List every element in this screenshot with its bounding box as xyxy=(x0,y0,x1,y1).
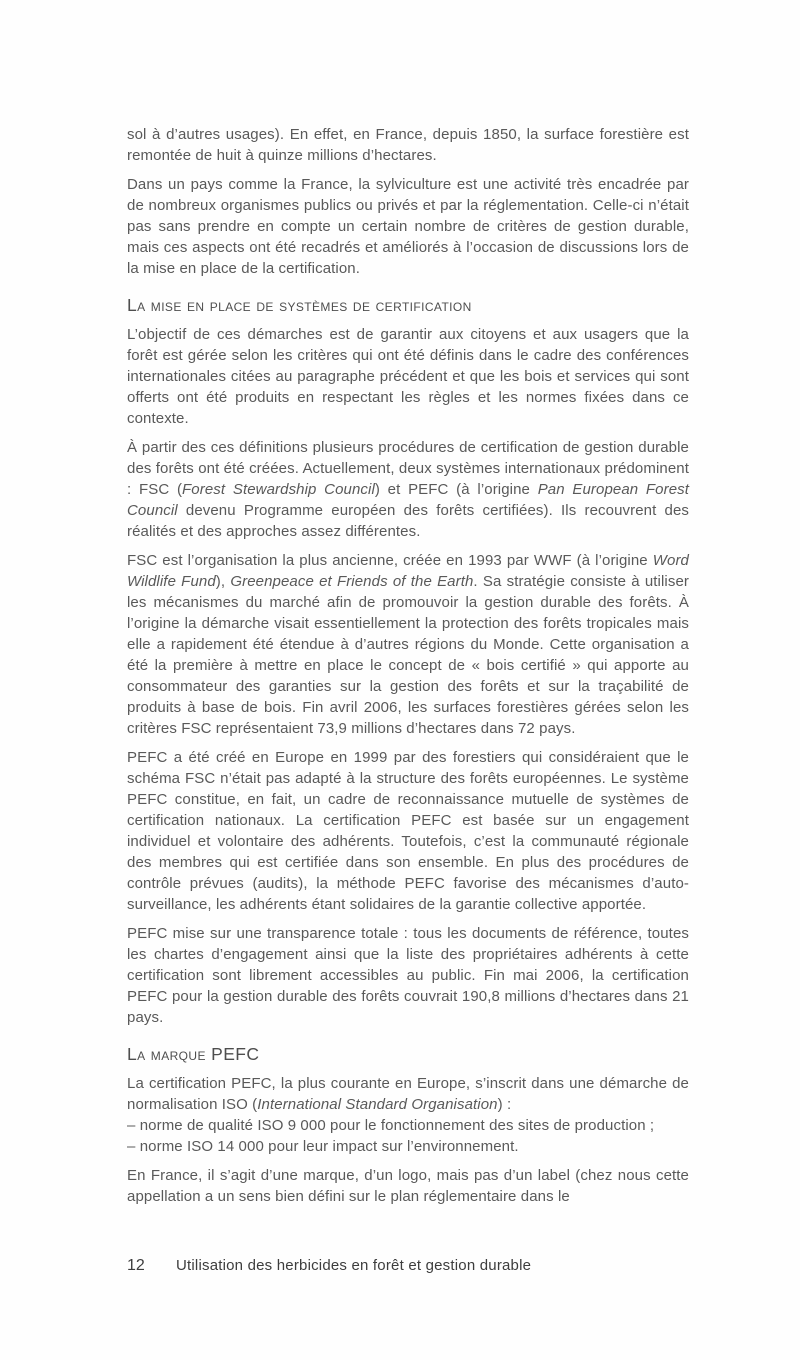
text-run: ), xyxy=(215,573,231,590)
text-run: ) et PEFC (à l’origine xyxy=(374,481,538,498)
italic-text-run: Pan European Forest Council xyxy=(127,481,690,519)
text-run: La certification PEFC, la plus courante en Europe, s’inscrit dans une démarche de normalisation ISO ( xyxy=(127,1075,689,1113)
paragraph xyxy=(127,747,689,915)
paragraph xyxy=(127,324,689,429)
footer xyxy=(127,1257,689,1275)
paragraph xyxy=(127,437,689,542)
text-run: PEFC a été créé en Europe en 1999 par des forestiers qui considéraient que le schéma FSC n’était pas adapté à la structure des forêts européennes. Le système PEFC constitue, en fait, un cadre de reconnaissance mutuelle de systèmes de certification nationaux. La certification PEFC est basée sur un engagement individuel et volontaire des adhérents. Toutefois, c’est la communauté régionale des membres qui est certifiée dans son ensemble. En plus des procédures de contrôle prévues (audits), la méthode PEFC favorise des mécanismes d’auto-surveillance, les adhérents étant solidaires de la garantie collective apportée. xyxy=(127,749,689,913)
list-item xyxy=(127,1136,689,1157)
italic-text-run: Forest Stewardship Council xyxy=(182,481,375,498)
paragraph xyxy=(127,1165,689,1207)
paragraph xyxy=(127,550,689,739)
text-run: L’objectif de ces démarches est de garantir aux citoyens et aux usagers que la forêt est gérée selon les critères qui ont été définis dans le cadre des conférences internationales citées au paragraphe précédent et que les bois et services qui sont offerts ont été produits en respectant les règles et les normes fixées dans ce contexte. xyxy=(127,326,689,427)
paragraph xyxy=(127,923,689,1028)
text-run: La mise en place de systèmes de certification xyxy=(127,295,472,315)
text-run: Dans un pays comme la France, la sylviculture est une activité très encadrée par de nombreux organismes publics ou privés et par la réglementation. Celle-ci n’était pas sans prendre en compte un certain nombre de critères de gestion durable, mais ces aspects ont été recadrés et améliorés à l’occasion de discussions lors de la mise en place de la certification. xyxy=(127,176,689,277)
section-heading xyxy=(127,1043,689,1066)
italic-text-run: Greenpeace et Friends of the Earth xyxy=(230,573,474,590)
italic-text-run: Word Wildlife Fund xyxy=(127,552,689,590)
text-run: En France, il s’agit d’une marque, d’un logo, mais pas d’un label (chez nous cette appellation a un sens bien défini sur le plan réglementaire dans le xyxy=(127,1167,689,1205)
italic-text-run: International Standard Organisation xyxy=(257,1096,498,1113)
content-column xyxy=(127,124,689,1215)
running-title: Utilisation des herbicides en forêt et gestion durable xyxy=(176,1257,532,1274)
text-run: – norme ISO 14 000 pour leur impact sur l’environnement. xyxy=(127,1138,519,1155)
paragraph xyxy=(127,124,689,166)
section-heading xyxy=(127,294,689,317)
paragraph xyxy=(127,1073,689,1115)
page-number: 12 xyxy=(127,1257,145,1274)
text-run: La marque PEFC xyxy=(127,1044,260,1064)
text-run: . Sa stratégie consiste à utiliser les mécanismes du marché afin de promouvoir la gestion durable des forêts. À l’origine la démarche visait essentiellement la protection des forêts tropicales mais elle a rapidement été étendue à d’autres régions du Monde. Cette organisation a été la première à mettre en place le concept de « bois certifié » qui apporte au consommateur des garanties sur la gestion des forêts et sur la traçabilité de produits à base de bois. Fin avril 2006, les surfaces forestières gérées selon les critères FSC représentaient 73,9 millions d’hectares dans 72 pays. xyxy=(127,573,689,737)
text-run: ) : xyxy=(497,1096,512,1113)
text-run: – norme de qualité ISO 9 000 pour le fonctionnement des sites de production ; xyxy=(127,1117,655,1134)
text-run: FSC est l’organisation la plus ancienne, créée en 1993 par WWF (à l’origine xyxy=(127,552,653,569)
list-item xyxy=(127,1115,689,1136)
text-run: sol à d’autres usages). En effet, en France, depuis 1850, la surface forestière est remontée de huit à quinze millions d’hectares. xyxy=(127,126,689,164)
text-run: PEFC mise sur une transparence totale : tous les documents de référence, toutes les chartes d’engagement ainsi que la liste des propriétaires adhérents à cette certification sont librement accessibles au public. Fin mai 2006, la certification PEFC pour la gestion durable des forêts couvrait 190,8 millions d’hectares dans 21 pays. xyxy=(127,925,689,1026)
text-run: À partir des ces définitions plusieurs procédures de certification de gestion durable des forêts ont été créées. Actuellement, deux systèmes internationaux prédominent : FSC ( xyxy=(127,439,689,498)
paragraph xyxy=(127,174,689,279)
text-run: devenu Programme européen des forêts certifiées). Ils recouvrent des réalités et des approches assez différentes. xyxy=(127,502,689,540)
